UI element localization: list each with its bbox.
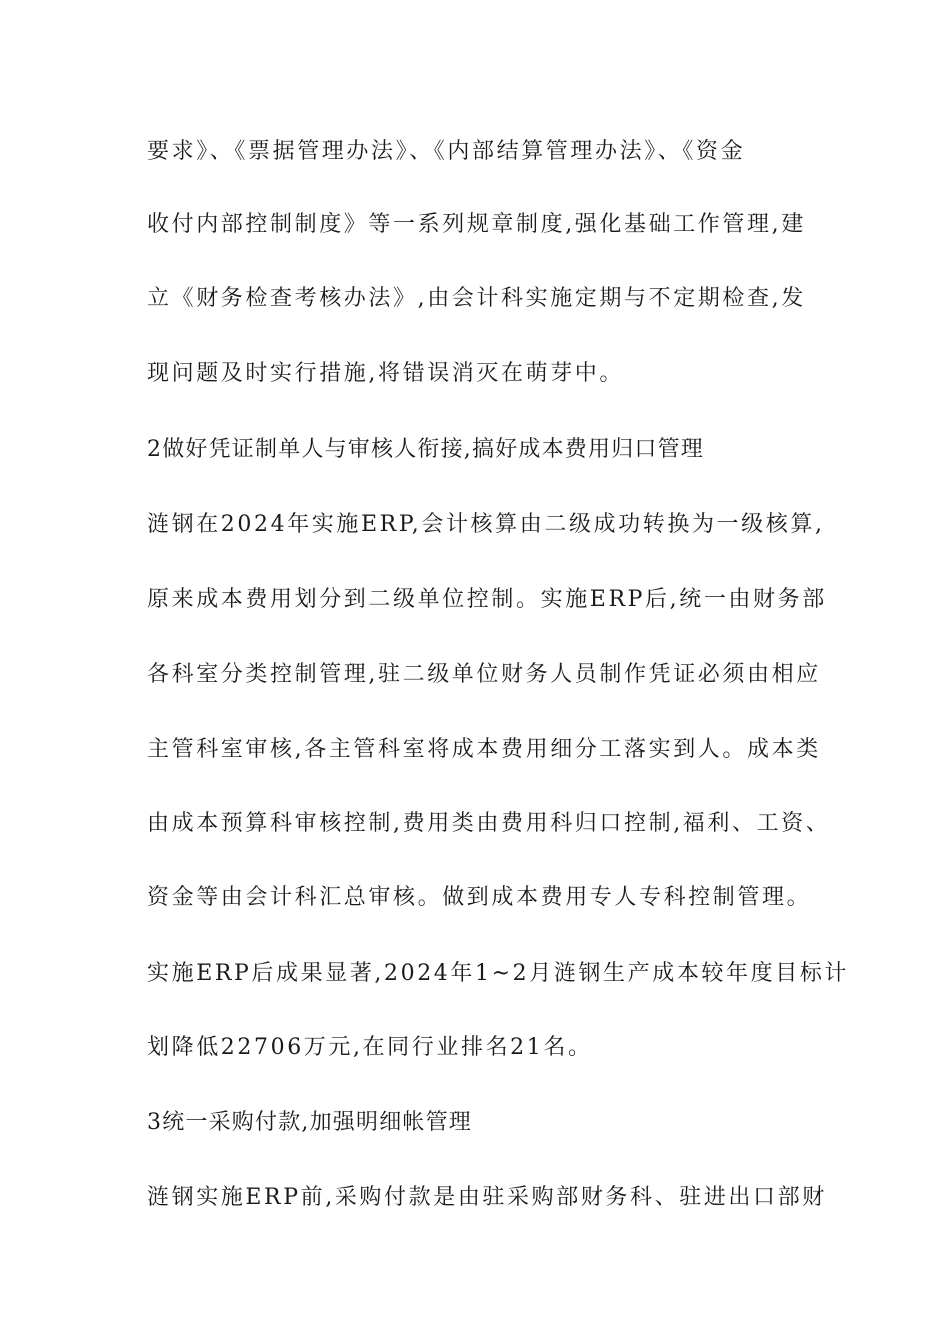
paragraph-line: 实施ERP后成果显著,2024年1~2月涟钢生产成本较年度目标计 [147,961,850,986]
paragraph-line: 现问题及时实行措施,将错误消灭在萌芽中。 [147,361,624,386]
paragraph-line: 涟钢实施ERP前,采购付款是由驻采购部财务科、驻进出口部财 [147,1185,827,1210]
paragraph-line: 各科室分类控制管理,驻二级单位财务人员制作凭证必须由相应 [147,662,821,687]
paragraph-line: 划降低22706万元,在同行业排名21名。 [147,1035,593,1060]
paragraph-line: 涟钢在2024年实施ERP,会计核算由二级成功转换为一级核算, [147,512,825,537]
paragraph-line: 由成本预算科审核控制,费用类由费用科归口控制,福利、工资、 [147,811,831,836]
paragraph-line: 资金等由会计科汇总审核。做到成本费用专人专科控制管理。 [147,885,812,910]
paragraph-line: 收付内部控制制度》等一系列规章制度,强化基础工作管理,建 [147,212,806,237]
paragraph-line: 主管科室审核,各主管科室将成本费用细分工落实到人。成本类 [147,737,821,762]
section-heading: 2做好凭证制单人与审核人衔接,搞好成本费用归口管理 [147,437,704,462]
paragraph-line: 原来成本费用划分到二级单位控制。实施ERP后,统一由财务部 [147,587,827,612]
paragraph-line: 立《财务检查考核办法》,由会计科实施定期与不定期检查,发 [147,286,806,311]
paragraph-line: 要求》、《票据管理办法》、《内部结算管理办法》、《资金 [147,139,746,164]
section-heading: 3统一采购付款,加强明细帐管理 [147,1110,472,1135]
